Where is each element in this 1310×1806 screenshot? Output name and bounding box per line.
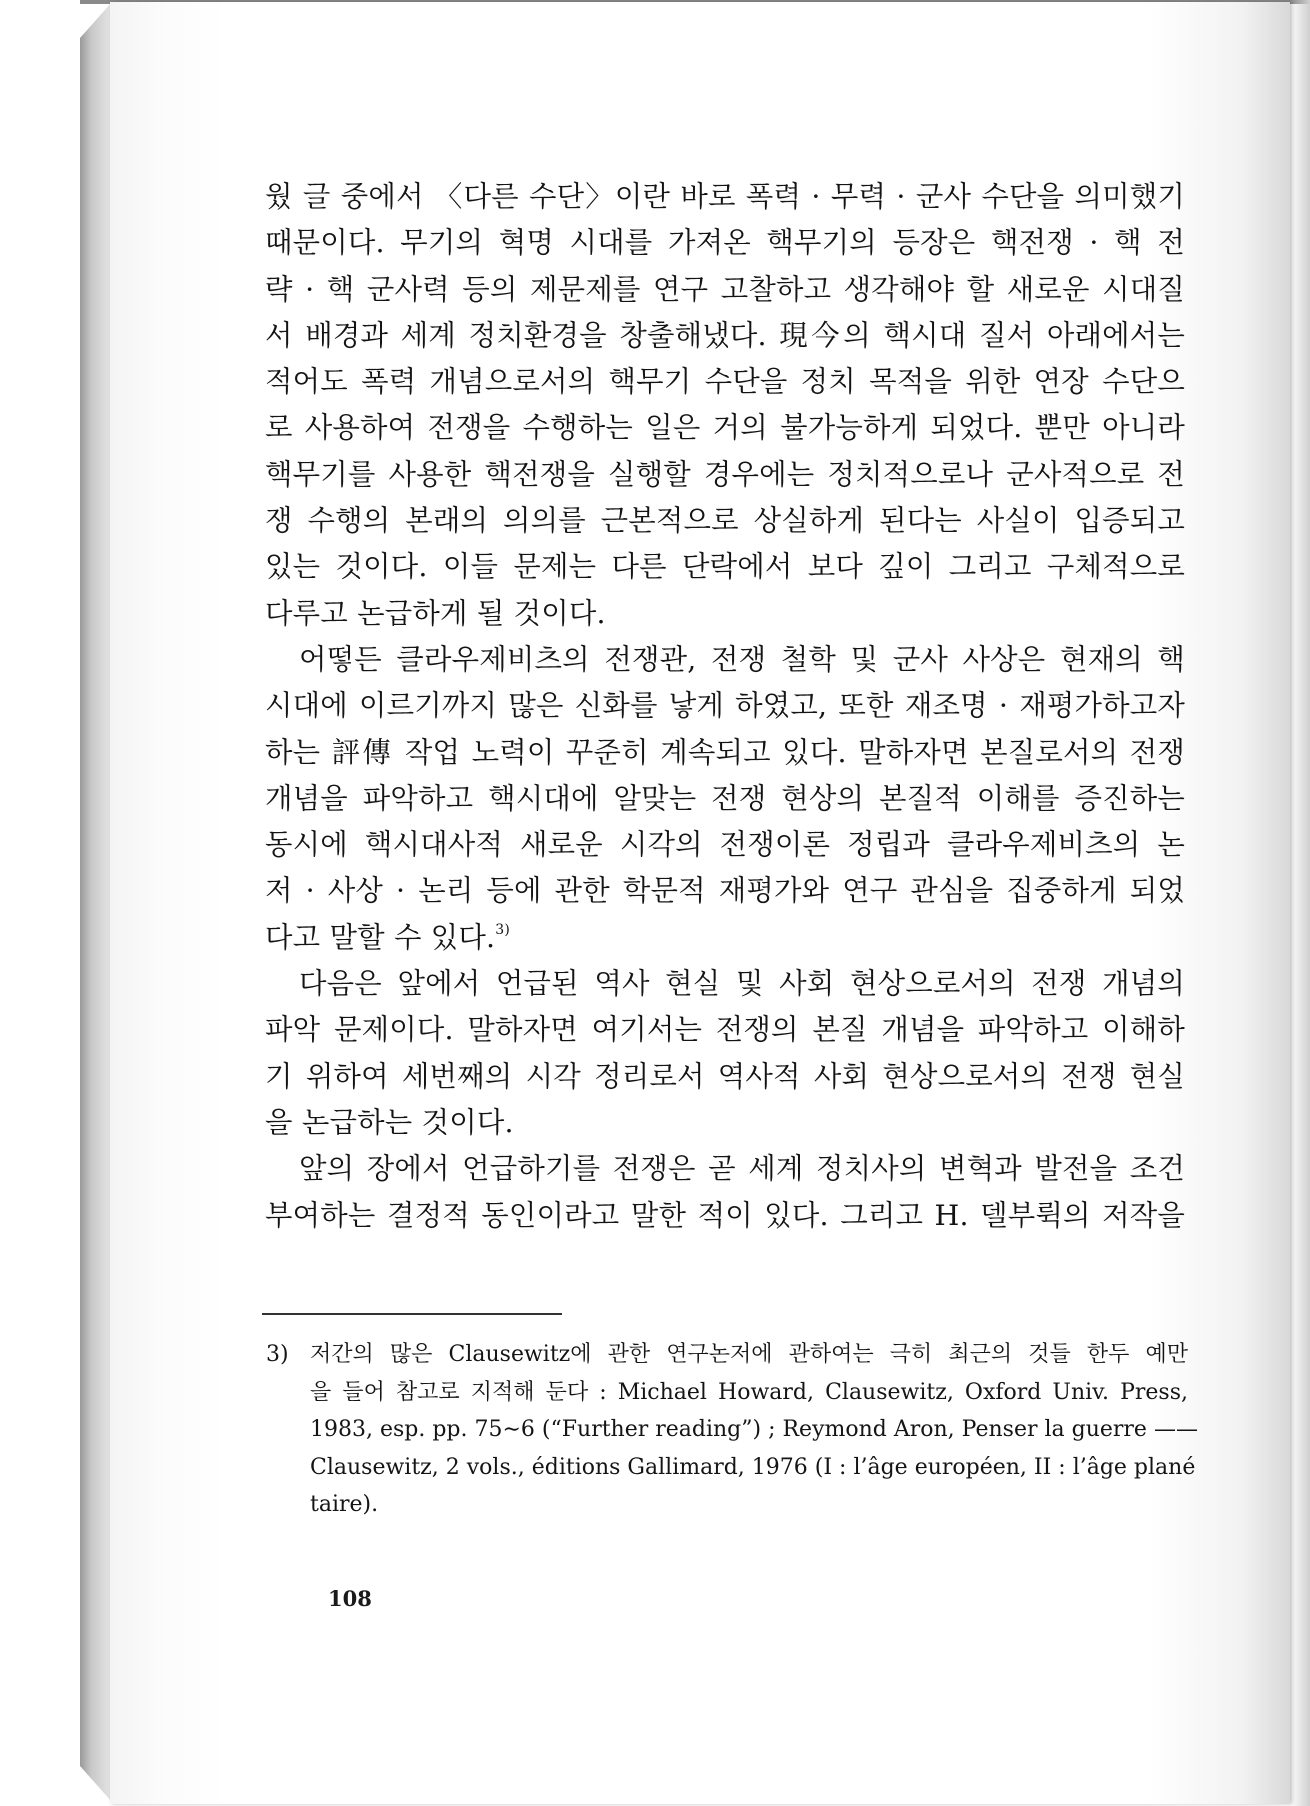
body-line: 적어도 폭력 개념으로서의 핵무기 수단을 정치 목적을 위한 연장 수단으 [265,365,1185,399]
footnote-line: Clausewitz, 2 vols., éditions Gallimard, 1976 (I : l’âge européen, II : l’âge plané [310,1454,1196,1480]
body-line-text: 다고 말할 수 있다. [265,920,496,954]
body-line: 핵무기를 사용한 핵전쟁을 실행할 경우에는 정치적으로나 군사적으로 전 [265,457,1185,491]
body-line: 앞의 장에서 언급하기를 전쟁은 곧 세계 정치사의 변혁과 발전을 조건 [299,1152,1185,1186]
body-line: 때문이다. 무기의 혁명 시대를 가져온 핵무기의 등장은 핵전쟁 · 핵 전 [265,226,1185,260]
body-line: 하는 評傳 작업 노력이 꾸준히 계속되고 있다. 말하자면 본질로서의 전쟁 [265,735,1185,769]
body-line: 다음은 앞에서 언급된 역사 현실 및 사회 현상으로서의 전쟁 개념의 [299,967,1185,1001]
body-line: 저 · 사상 · 논리 등에 관한 학문적 재평가와 연구 관심을 집중하게 되었 [265,874,1185,908]
page-right-shadow [1290,0,1310,1806]
body-line: 략 · 핵 군사력 등의 제문제를 연구 고찰하고 생각해야 할 새로운 시대질 [265,272,1185,306]
body-line: 동시에 핵시대사적 새로운 시각의 전쟁이론 정립과 클라우제비츠의 논 [265,828,1185,862]
body-text [265,174,1185,1239]
body-line: 개념을 파악하고 핵시대에 알맞는 전쟁 현상의 본질적 이해를 증진하는 [265,781,1185,815]
footnote [266,1336,1198,1524]
footnote-line [266,1336,1188,1374]
book-page-edges [80,2,112,1802]
body-line: 서 배경과 세계 정치환경을 창출해냈다. 現今의 핵시대 질서 아래에서는 [265,318,1185,352]
body-line: 있는 것이다. 이들 문제는 다른 단락에서 보다 깊이 그리고 구체적으로 [265,550,1185,584]
body-line: 쟁 수행의 본래의 의의를 근본적으로 상실하게 된다는 사실이 입증되고 [265,504,1185,538]
body-line: 부여하는 결정적 동인이라고 말한 적이 있다. 그리고 H. 델부뤽의 저작을 [265,1198,1185,1232]
body-line: 어떻든 클라우제비츠의 전쟁관, 전쟁 철학 및 군사 사상은 현재의 핵 [299,642,1185,676]
footnote-line-text: 저간의 많은 Clausewitz에 관한 연구논저에 관하여는 극히 최근의 것들 한두 예만 [310,1342,1188,1367]
body-line: 시대에 이르기까지 많은 신화를 낳게 하였고, 또한 재조명 · 재평가하고자 [265,689,1185,723]
body-line: 파악 문제이다. 말하자면 여기서는 전쟁의 본질 개념을 파악하고 이해하 [265,1013,1185,1047]
footnote-divider [262,1313,562,1315]
footnote-line: taire). [310,1492,379,1517]
page-number: 108 [328,1586,372,1611]
footnote-line: 을 들어 참고로 지적해 둔다 : Michael Howard, Clausewitz, Oxford Univ. Press, [310,1379,1188,1405]
body-line: 로 사용하여 전쟁을 수행하는 일은 거의 불가능하게 되었다. 뿐만 아니라 [265,411,1185,445]
footnote-number: 3) [266,1342,289,1367]
body-line: 웠 글 중에서 〈다른 수단〉이란 바로 폭력 · 무력 · 군사 수단을 의미했기 [265,180,1185,213]
body-line: 기 위하여 세번째의 시각 정리로서 역사적 사회 현상으로서의 전쟁 현실 [265,1059,1185,1093]
footnote-line: 1983, esp. pp. 75∼6 (“Further reading”) ; Reymond Aron, Penser la guerre —— [310,1417,1198,1442]
body-line: 을 논급하는 것이다. [265,1105,514,1139]
body-line-with-footnote-ref [265,915,1185,961]
footnote-reference: 3) [495,921,511,938]
body-line: 다루고 논급하게 될 것이다. [265,596,606,630]
